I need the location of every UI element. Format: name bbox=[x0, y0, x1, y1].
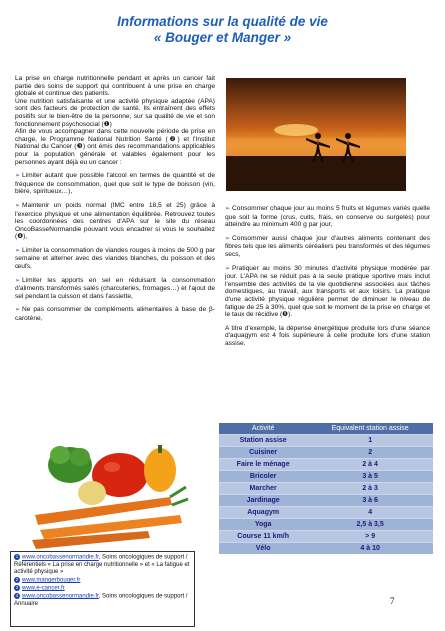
activity-cell: Cuisiner bbox=[219, 447, 307, 459]
page-title bbox=[60, 14, 385, 46]
activity-cell: Faire le ménage bbox=[219, 459, 307, 471]
activity-cell: Jardinage bbox=[219, 495, 307, 507]
footnote-number-badge: 4 bbox=[15, 592, 19, 598]
table-row bbox=[219, 507, 433, 519]
arrow-bullet-icon: ➢ bbox=[15, 277, 21, 284]
equivalent-cell: 2 à 3 bbox=[307, 483, 433, 495]
equivalent-cell: > 9 bbox=[307, 531, 433, 543]
table-row bbox=[219, 519, 433, 531]
arrow-bullet-icon: ➢ bbox=[225, 265, 231, 272]
left-column bbox=[15, 75, 215, 323]
equivalent-cell: 3 à 6 bbox=[307, 495, 433, 507]
activity-cell: Bricoler bbox=[219, 471, 307, 483]
activity-cell: Aquagym bbox=[219, 507, 307, 519]
arrow-bullet-icon: ➢ bbox=[15, 247, 21, 254]
recommendation-item: ➢ Maintenir un poids normal (IMC entre 18,5 et 25) grâce à l'exercice physique et une alimentation équilibrée. Retrouvez toutes les coordonnées des centres d'APA sur le site du réseau OncoBasseNormandie pouvant vous encadrer si vous le souhaitez (❹), bbox=[15, 201, 215, 241]
table-row bbox=[219, 495, 433, 507]
title-line-1: Informations sur la qualité de vie bbox=[117, 14, 328, 29]
recommendation-item: ➢ Consommer aussi chaque jour d'autres aliments contenant des fibres tels que les aliments céréaliers peu transformés et des légumes secs, bbox=[225, 234, 430, 258]
table-row bbox=[219, 435, 433, 447]
column-header: Equivalent station assise bbox=[307, 423, 433, 435]
equivalent-cell: 4 à 10 bbox=[307, 543, 433, 555]
equivalent-cell: 4 bbox=[307, 507, 433, 519]
table-row bbox=[219, 447, 433, 459]
footnote-item bbox=[14, 585, 191, 593]
footnote-item: 1 www.oncobassenormandie.fr, Soins oncologiques de support / Référentiels « La prise en charge nutritionnelle » et « La fatigue et activité physique » bbox=[14, 554, 190, 576]
footnote-item: 4 www.oncobassenormandie.fr, Soins oncologiques de support / Annuaire bbox=[14, 592, 188, 607]
activity-equivalence-table bbox=[219, 423, 433, 554]
table-row bbox=[219, 459, 433, 471]
equivalent-cell: 2 bbox=[307, 447, 433, 459]
activity-cell: Course 11 km/h bbox=[219, 531, 307, 543]
intro-paragraph: La prise en charge nutritionnelle pendant et après un cancer fait partie des soins de support qui contribuent à une prise en charge globale et continue des patients. bbox=[15, 75, 215, 98]
footnote-number-badge: 3 bbox=[15, 584, 19, 590]
recommendation-item: ➢ Limiter autant que possible l'alcool en termes de quantité et de fréquence de consommation, quel que soit le type de boisson (vin, bière, spiritueux…), bbox=[15, 172, 215, 196]
arrow-bullet-icon: ➢ bbox=[225, 206, 231, 212]
footnote-number-badge: 2 bbox=[15, 576, 19, 582]
activity-cell: Station assise bbox=[219, 435, 307, 447]
arrow-bullet-icon: ➢ bbox=[15, 202, 21, 209]
table-row bbox=[219, 471, 433, 483]
activity-cell: Marcher bbox=[219, 483, 307, 495]
sunset-exercise-photo bbox=[226, 78, 406, 191]
recommendation-item: ➢ Limiter les apports en sel en réduisant la consommation d'aliments transformés salés (charcuteries, fromages…) et l'ajout de sel pendant la cuisson et dans l'assiette, bbox=[15, 276, 215, 300]
table-header-row bbox=[219, 423, 433, 435]
footnote-link[interactable]: www.oncobassenormandie.fr bbox=[22, 593, 99, 600]
equivalent-cell: 2 à 4 bbox=[307, 459, 433, 471]
arrow-bullet-icon: ➢ bbox=[15, 173, 21, 180]
footnote-number-badge: 1 bbox=[15, 554, 19, 559]
vegetables-illustration bbox=[30, 435, 190, 555]
nutrition-paragraph: Une nutrition satisfaisante et une activité physique adaptée (APA) sont des facteurs de protection de santé. Ils entraînent des effets positifs sur le bien-être de la personne, sur sa qualité de vie et son fonctionnement psychosocial (❶) bbox=[15, 97, 215, 128]
table-row bbox=[219, 483, 433, 495]
activity-cell: Yoga bbox=[219, 519, 307, 531]
arrow-bullet-icon: ➢ bbox=[225, 235, 231, 242]
recommendation-item: ➢ Pratiquer au moins 30 minutes d'activité physique modérée par jour. L'APA ne se réduit pas à la seule pratique sportive mais inclut l'ensemble des activités de la vie quotidienne associées aux tâches domestiques, au travail, aux transports et aux loisirs. La pratique d'une activité physique régulière permet de diminuer le niveau de fatigue de 25 à 30%, quel que soit le moment de la prise en charge et le taux de récidive (❺). bbox=[225, 264, 430, 319]
footnote-link[interactable]: www.e-cancer.fr bbox=[22, 585, 65, 592]
column-header: Activité bbox=[219, 423, 307, 435]
table-row bbox=[219, 543, 433, 555]
footnote-link[interactable]: www.mangerbouger.fr bbox=[22, 577, 81, 584]
arrow-bullet-icon: ➢ bbox=[15, 307, 21, 314]
table-row bbox=[219, 531, 433, 543]
activity-cell: Vélo bbox=[219, 543, 307, 555]
recommendation-item: ➢ Ne pas consommer de compléments alimentaires à base de β-carotène, bbox=[15, 306, 215, 323]
footnote-item bbox=[14, 577, 191, 585]
footnote-link[interactable]: www.oncobassenormandie.fr bbox=[22, 554, 99, 561]
equivalent-cell: 3 à 5 bbox=[307, 471, 433, 483]
page-number: 7 bbox=[390, 596, 395, 606]
footnotes-box bbox=[10, 551, 195, 627]
title-line-2: « Bouger et Manger » bbox=[153, 30, 292, 45]
equivalent-cell: 1 bbox=[307, 435, 433, 447]
energy-example-note: A titre d'exemple, la dépense énergétique produite lors d'une séance d'aquagym est 4 fois supérieure à celle produite lors d'une station assise. bbox=[225, 324, 430, 347]
recommendation-item: ➢ Consommer chaque jour au moins 5 fruits et légumes variés quelle que soit la forme (crus, cuits, frais, en conserve ou surgelés) pour atteindre au minimum 400 g par jour, bbox=[225, 205, 430, 229]
recommendations-paragraph: Afin de vous accompagner dans cette nouvelle période de prise en charge, le Programme National Nutrition Santé (❷) et l'Institut National du Cancer (❸) ont émis des recommandations applicables pour la population générale et valables également pour les personnes ayant déjà eu un cancer : bbox=[15, 128, 215, 166]
equivalent-cell: 2,5 à 3,5 bbox=[307, 519, 433, 531]
recommendation-item: ➢ Limiter la consommation de viandes rouges à moins de 500 g par semaine et alterner avec des viandes blanches, du poisson et des œufs, bbox=[15, 246, 215, 271]
right-column bbox=[225, 205, 430, 348]
